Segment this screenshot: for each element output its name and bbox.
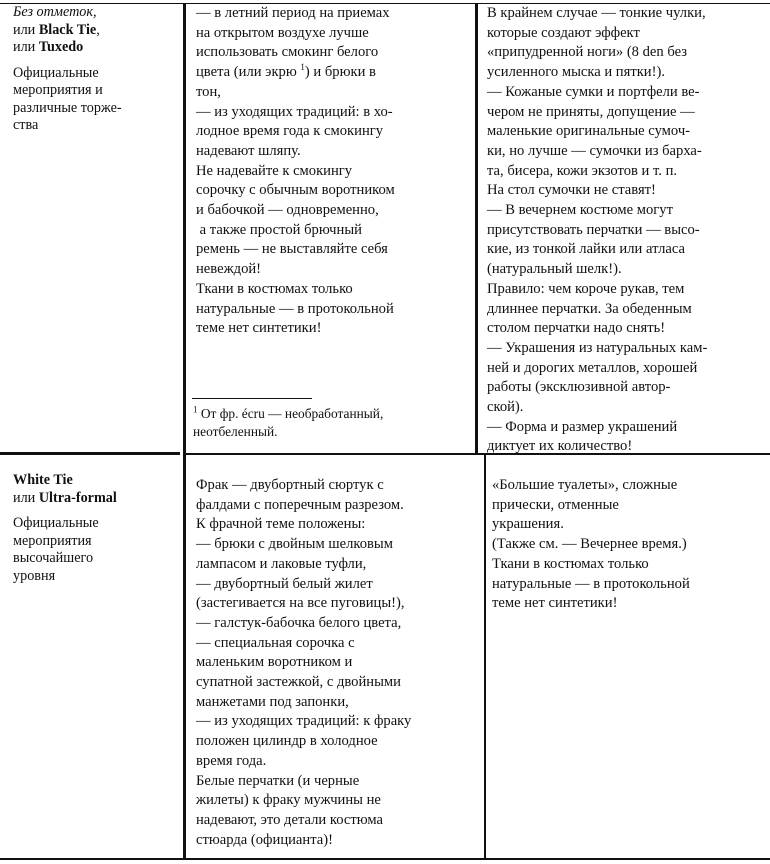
text-line: (Также см. — Вечернее время.) bbox=[492, 536, 687, 553]
text-line: использовать смокинг белого bbox=[196, 44, 379, 61]
text-line: Не надевайте к смокингу bbox=[196, 162, 353, 179]
text-line: положен цилиндр в холодное bbox=[196, 733, 378, 750]
text-line: маленьким воротником и bbox=[196, 654, 353, 671]
text-line: «Большие туалеты», сложные bbox=[492, 477, 678, 493]
text-line: — галстук-бабочка белого цвета, bbox=[196, 614, 402, 631]
text-line: манжетами под запонки, bbox=[196, 693, 349, 710]
column-divider-1 bbox=[183, 3, 186, 860]
text-line: «припудренной ноги» (8 den без bbox=[487, 44, 688, 61]
occasion-desc-line: мероприятия и bbox=[13, 82, 103, 98]
text-line: присутствовать перчатки — высо- bbox=[487, 221, 700, 238]
text-line: теме нет синтетики! bbox=[196, 320, 322, 337]
text-line: — Украшения из натуральных кам- bbox=[487, 339, 708, 356]
text-line: стюарда (официанта)! bbox=[196, 831, 333, 848]
text-line: натуральные — в протокольной bbox=[196, 300, 394, 317]
comma: , bbox=[96, 21, 100, 38]
row1-dress-code-cell bbox=[13, 4, 178, 135]
text-line: — из уходящих традиций: в хо- bbox=[196, 103, 393, 120]
text-line: Фрак — двубортный сюртук с bbox=[196, 477, 384, 493]
no-marking-label: Без отметок, bbox=[13, 4, 97, 20]
text-line: лодное время года к смокингу bbox=[196, 123, 384, 140]
text-line: надевают шляпу. bbox=[196, 142, 301, 159]
text-line: ней и дорогих металлов, хорошей bbox=[487, 359, 698, 376]
text-line: диктует их количество! bbox=[487, 438, 633, 455]
footnote-number: 1 bbox=[193, 404, 198, 415]
ultra-formal-label: Ultra-formal bbox=[38, 489, 117, 506]
row1-women-cell bbox=[487, 4, 767, 457]
text-line: — В вечернем костюме могут bbox=[487, 202, 673, 219]
text-line: тон, bbox=[196, 83, 221, 100]
text-line: Правило: чем короче рукав, тем bbox=[487, 280, 685, 297]
text-line: (застегивается на все пуговицы!), bbox=[196, 595, 405, 612]
text-line: — из уходящих традиций: к фраку bbox=[196, 713, 412, 730]
text-line: невеждой! bbox=[196, 261, 262, 278]
occasion-desc-line: мероприятия bbox=[13, 532, 92, 549]
row2-men-cell bbox=[196, 476, 481, 850]
footnote bbox=[193, 405, 473, 441]
text-line: надевают, это детали костюма bbox=[196, 811, 384, 828]
footnote-line: неотбеленный. bbox=[193, 424, 278, 439]
text-line: столом перчатки надо снять! bbox=[487, 320, 666, 337]
or-word: или bbox=[13, 39, 39, 55]
occasion-desc-line: различные торже- bbox=[13, 99, 122, 116]
spacer bbox=[13, 507, 178, 515]
text-line: фалдами с поперечным разрезом. bbox=[196, 496, 404, 513]
text-line: которые создают эффект bbox=[487, 24, 640, 41]
text-line: прически, отменные bbox=[492, 496, 619, 513]
white-tie-label: White Tie bbox=[13, 472, 73, 488]
text-line: — в летний период на приемах bbox=[196, 5, 390, 21]
occasion-desc-line: уровня bbox=[13, 567, 56, 584]
footnote-text: От фр. écru — необработанный, bbox=[197, 406, 384, 421]
text-line: маленькие оригинальные сумоч- bbox=[487, 123, 691, 140]
text-line: кие, из тонкой лайки или атласа bbox=[487, 241, 685, 258]
text-line: усиленного мыска и пятки!). bbox=[487, 64, 665, 81]
text-line: и бабочкой — одновременно, bbox=[196, 202, 379, 219]
bottom-border bbox=[0, 858, 770, 860]
or-word: или bbox=[13, 489, 39, 506]
spacer bbox=[13, 57, 178, 65]
text-line: длиннее перчатки. За обеденным bbox=[487, 300, 692, 317]
text-fragment: цвета (или экрю bbox=[196, 64, 301, 81]
text-line: та, бисера, кожи экзотов и т. п. bbox=[487, 162, 678, 179]
text-line: — специальная сорочка с bbox=[196, 634, 355, 651]
text-line: ремень — не выставляйте себя bbox=[196, 241, 388, 258]
footnote-rule bbox=[192, 398, 312, 399]
column-divider-2a bbox=[475, 3, 478, 453]
ultra-formal-line bbox=[13, 490, 178, 508]
row1-men-cell bbox=[196, 4, 471, 339]
text-line: — Форма и размер украшений bbox=[487, 418, 678, 435]
text-line: ки, но лучше — сумочки из барха- bbox=[487, 142, 702, 159]
occasion-desc-line: высочайшего bbox=[13, 550, 94, 566]
tuxedo-label: Tuxedo bbox=[38, 39, 84, 55]
text-line: К фрачной теме положены: bbox=[196, 516, 366, 533]
occasion-desc-line: ства bbox=[13, 117, 39, 133]
text-line: — брюки с двойным шелковым bbox=[196, 536, 393, 553]
text-line: Ткани в костюмах только bbox=[196, 280, 353, 297]
text-line bbox=[196, 63, 471, 83]
footnote-marker: 1 bbox=[300, 62, 305, 73]
column-divider-2b bbox=[484, 455, 486, 860]
footnote-line bbox=[193, 405, 473, 423]
row2-dress-code-cell bbox=[13, 472, 178, 585]
text-line: сорочку с обычным воротником bbox=[196, 182, 395, 199]
text-line: — Кожаные сумки и портфели ве- bbox=[487, 83, 700, 100]
text-line: теме нет синтетики! bbox=[492, 595, 618, 612]
text-line: Ткани в костюмах только bbox=[492, 555, 649, 572]
text-line: натуральные — в протокольной bbox=[492, 575, 690, 592]
text-line: ской). bbox=[487, 399, 524, 416]
text-line: На стол сумочки не ставят! bbox=[487, 182, 656, 199]
text-line: украшения. bbox=[492, 516, 564, 533]
occasion-desc-line: Официальные bbox=[13, 64, 99, 81]
text-line: время года. bbox=[196, 752, 267, 769]
text-line: чером не приняты, допущение — bbox=[487, 103, 695, 120]
text-line: супатной застежкой, с двойными bbox=[196, 674, 401, 691]
row2-women-cell bbox=[492, 476, 767, 614]
text-line: В крайнем случае — тонкие чулки, bbox=[487, 5, 706, 21]
occasion-desc-line: Официальные bbox=[13, 515, 99, 531]
text-line: работы (эксклюзивной автор- bbox=[487, 379, 671, 396]
text-line: а также простой брючный bbox=[196, 221, 362, 238]
text-line: лампасом и лаковые туфли, bbox=[196, 555, 367, 572]
tuxedo-line bbox=[13, 39, 178, 57]
text-line: (натуральный шелк!). bbox=[487, 261, 622, 278]
text-line: на открытом воздухе лучше bbox=[196, 24, 369, 41]
or-word: или bbox=[13, 21, 39, 38]
text-fragment: ) и брюки в bbox=[304, 64, 376, 81]
row-divider-left bbox=[0, 452, 180, 455]
text-line: Белые перчатки (и черные bbox=[196, 772, 360, 789]
text-line: жилеты) к фраку мужчины не bbox=[196, 792, 381, 809]
black-tie-line bbox=[13, 22, 178, 40]
black-tie-label: Black Tie bbox=[38, 21, 97, 38]
text-line: — двубортный белый жилет bbox=[196, 575, 373, 592]
